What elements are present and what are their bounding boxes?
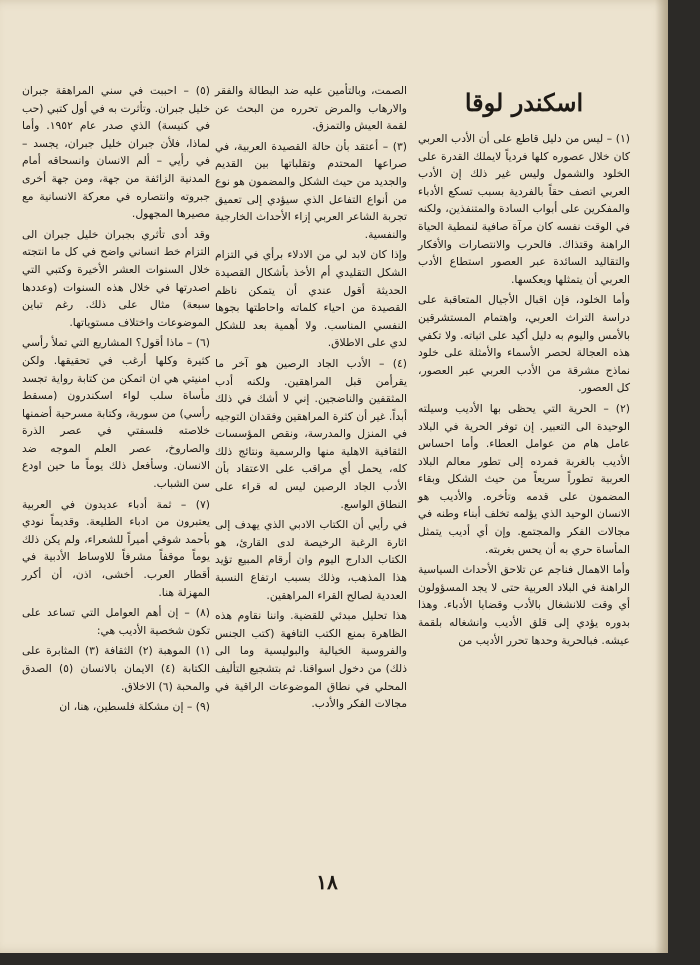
paragraph-factors-list: (١) الموهبة (٢) الثقافة (٣) المثابرة على الكتابة (٤) الايمان بالانسان (٥) الصدق والمحبة (٦) الاخلاق. — [22, 644, 210, 693]
article-title: اسكندر لوقا — [464, 88, 584, 117]
paragraph-answer-8: (٨) – إن أهم العوامل التي تساعد على تكون شخصية الأديب هي: — [22, 606, 210, 637]
paragraph-answer-4: (٤) – الأدب الجاد الرصين هو آخر ما يقرأمن قبل المراهقين. ولكنه أدب المثقفين والناضجين. إني لا أشك في ذلك أبداً. غير أن كثرة المراهقين وفقدان التوجيه في المنزل والمدرسة، ونقص المؤسسات الثقافية الاهلية منها والرسمية ونتائج ذلك كله، يحمل أي مراقب على الاعتقاد بأن الأدب الجاد الرصين ليس له قراء على النطاق الواسع. — [215, 356, 407, 511]
paragraph-cheap-books: في رأيي أن الكتاب الادبي الذي يهدف إلى اثارة الرغبة الرخيصة لدى القارئ، هو الكتاب الدارج اليوم وان أرقام المبيع تؤيد هذا المذهب، وذلك بسبب ارتفاع النسبة العددية لصالح القراء المراهقين. — [215, 518, 407, 602]
column-left — [22, 82, 210, 719]
paragraph-answer-6: (٦) – ماذا أقول؟ المشاريع التي تملأ رأسي كثيرة وكلها أرغب في تحقيقها. ولكن امنيتي هي ان اتمكن من كتابة رواية تجسد مأساة سلب لواء اسكندرون (مسقط رأسي) من سورية، وكتابة مسرحية أضمنها خلاصته فلسفتي في عصر الذرة والصاروخ، عصر العلم الموجه ضد الانسان. وسأفعل ذلك يوماً ما حين اودع سن الشباب. — [22, 336, 210, 491]
paragraph-answer-3: (٣) – أعتقد بأن حالة القصيدة العربية، في صراعها المحتدم وتقلباتها بين القديم والجديد من حيث الشكل والمضمون هو نوع من أنواع التفاعل الذي سيؤدي إلى تعميق تجربة الشاعر العربي إزاء الأحداث الخارجية والنفسية. — [215, 139, 407, 241]
paragraph-resistance: هذا تحليل مبدئي للقضية. واننا نقاوم هذه الظاهرة بمنع الكتب التافهة (كتب الجنس والفروسية الخيالية والبوليسية وما الى ذلك) من دخول اسواقنا. ثم بتشجيع التأليف المحلي في نطاق الموضوعات الراقية في مجالات الفكر والأدب. — [215, 609, 407, 711]
paragraph-gibran-influence: وقد أدى تأثري بجبران خليل جبران الى التزام خط انساني واضح في كل ما انتجته خلال السنوات العشر الأخيرة وكتبي التي اصدرتها في خلال هذه السنوات (وعددها سبعة) مثال على ذلك. رغم تباين الموضوعات واختلاف مستوياتها. — [22, 227, 210, 329]
column-right — [418, 82, 630, 652]
paragraph-immortality: وأما الخلود، فإن اقبال الأجيال المتعاقبة على دراسة التراث العربي، واهتمام المستشرقين بالأمس واليوم به دليل أكيد على اثباته. ولا تكفي هذه العجالة لحصر الأسماء والأمثلة على خلود نماذج مشرقة من الأدب العربي عبر العصور، كل العصور. — [418, 293, 630, 395]
column-middle — [215, 82, 407, 716]
page-number: ١٨ — [316, 870, 338, 894]
paragraph-poem-form: وإذا كان لابد لي من الادلاء برأي في التزام الشكل التقليدي أم الأخذ بأشكال القصيدة الحديثة أقول عندي أن يتمكن ناظم القصيدة من احياء كلماته واحاطتها بجوها النفسي المناسب. ولا أهمية بعد للشكل لدي على الاطلاق. — [215, 248, 407, 350]
paragraph-answer-5: (٥) – احببت في سني المراهقة جبران خليل جبران. وتأثرت به في أول كتبي (حب في كنيسة) الذي صدر عام ١٩٥٢. وأما لماذا، فلأن جبران خليل جبران، يجسد – في رأيي – ألم الانسان وانسحاقه أمام المدنية الزائفة من جهة، ومن جهة أخرى جبروته وانتصاره في معركة الانسانية مع مصيرها المجهول. — [22, 84, 211, 221]
paragraph-continuation: الصمت، وبالتأمين عليه ضد البطالة والفقر والارهاب والمرض تحرره من البحث عن لقمة العيش والتمزق. — [215, 84, 407, 133]
paragraph-answer-9: (٩) – إن مشكلة فلسطين، هنا، ان — [59, 700, 210, 714]
paragraph-answer-7: (٧) – ثمة أدباء عديدون في العربية يعتبرون من ادباء الطليعة. وقديماً نودي بأحمد شوقي أميراً للشعراء، ولم يكن ذلك يوماً موقفاً مشرفاً للاوساط الأدبية في أقطار العرب. أخشى، اذن، أن أكرر المهزلة هنا. — [22, 497, 210, 599]
page-crease-shadow — [655, 0, 668, 953]
paragraph-answer-2: (٢) – الحرية التي يحظى بها الأديب وسيلته الوحيدة الى التعبير. إن توفر الحرية في البلاد عامل هام من عوامل العطاء. وأما احساس الأديب بالغربة فمرده إلى تطور معالم البلاد العربية تطوراً سريعاً من حيث الشكل وبقاء المضمون على قدمه وتأخره. والأديب هو الانسان الوحيد الذي يؤلمه تخلف أبناء وطنه في مجالات الفكر والمجتمع. وإن أي أديب يتمثل المأساة حري به أن يحس بغربته. — [418, 401, 630, 556]
paragraph-answer-1: (١) – ليس من دليل قاطع على أن الأدب العربي كان خلال عصوره كلها فردياً لايملك القدرة على الخلود والشمول وليس غير ذلك إن الأدب العربي اتصف حقاً بالفردية بسبب تسكع الأدباء والمفكرين على أبواب السادة والمتنفذين، ولكنه في الوقت نفسه كان مرآة صافية لنمطية الحياة الراهنة وقتذاك. فالحرب والانتصارات والأفكار والتقاليد السائدة عبر العصور استطاع الأدب العربي أن يتمثلها ويعكسها. — [418, 132, 630, 286]
paragraph-neglect: وأما الاهمال فناجم عن تلاحق الأحداث السياسية الراهنة في البلاد العربية حتى لا يجد المسؤولون أي وقت للانشغال بالأدب وقضايا الأدباء. وهذا بدوره يؤدي إلى قلق الأديب وانشغاله بلقمة عيشه. فبالحرية وحدها تحرر الأديب من — [418, 563, 630, 647]
